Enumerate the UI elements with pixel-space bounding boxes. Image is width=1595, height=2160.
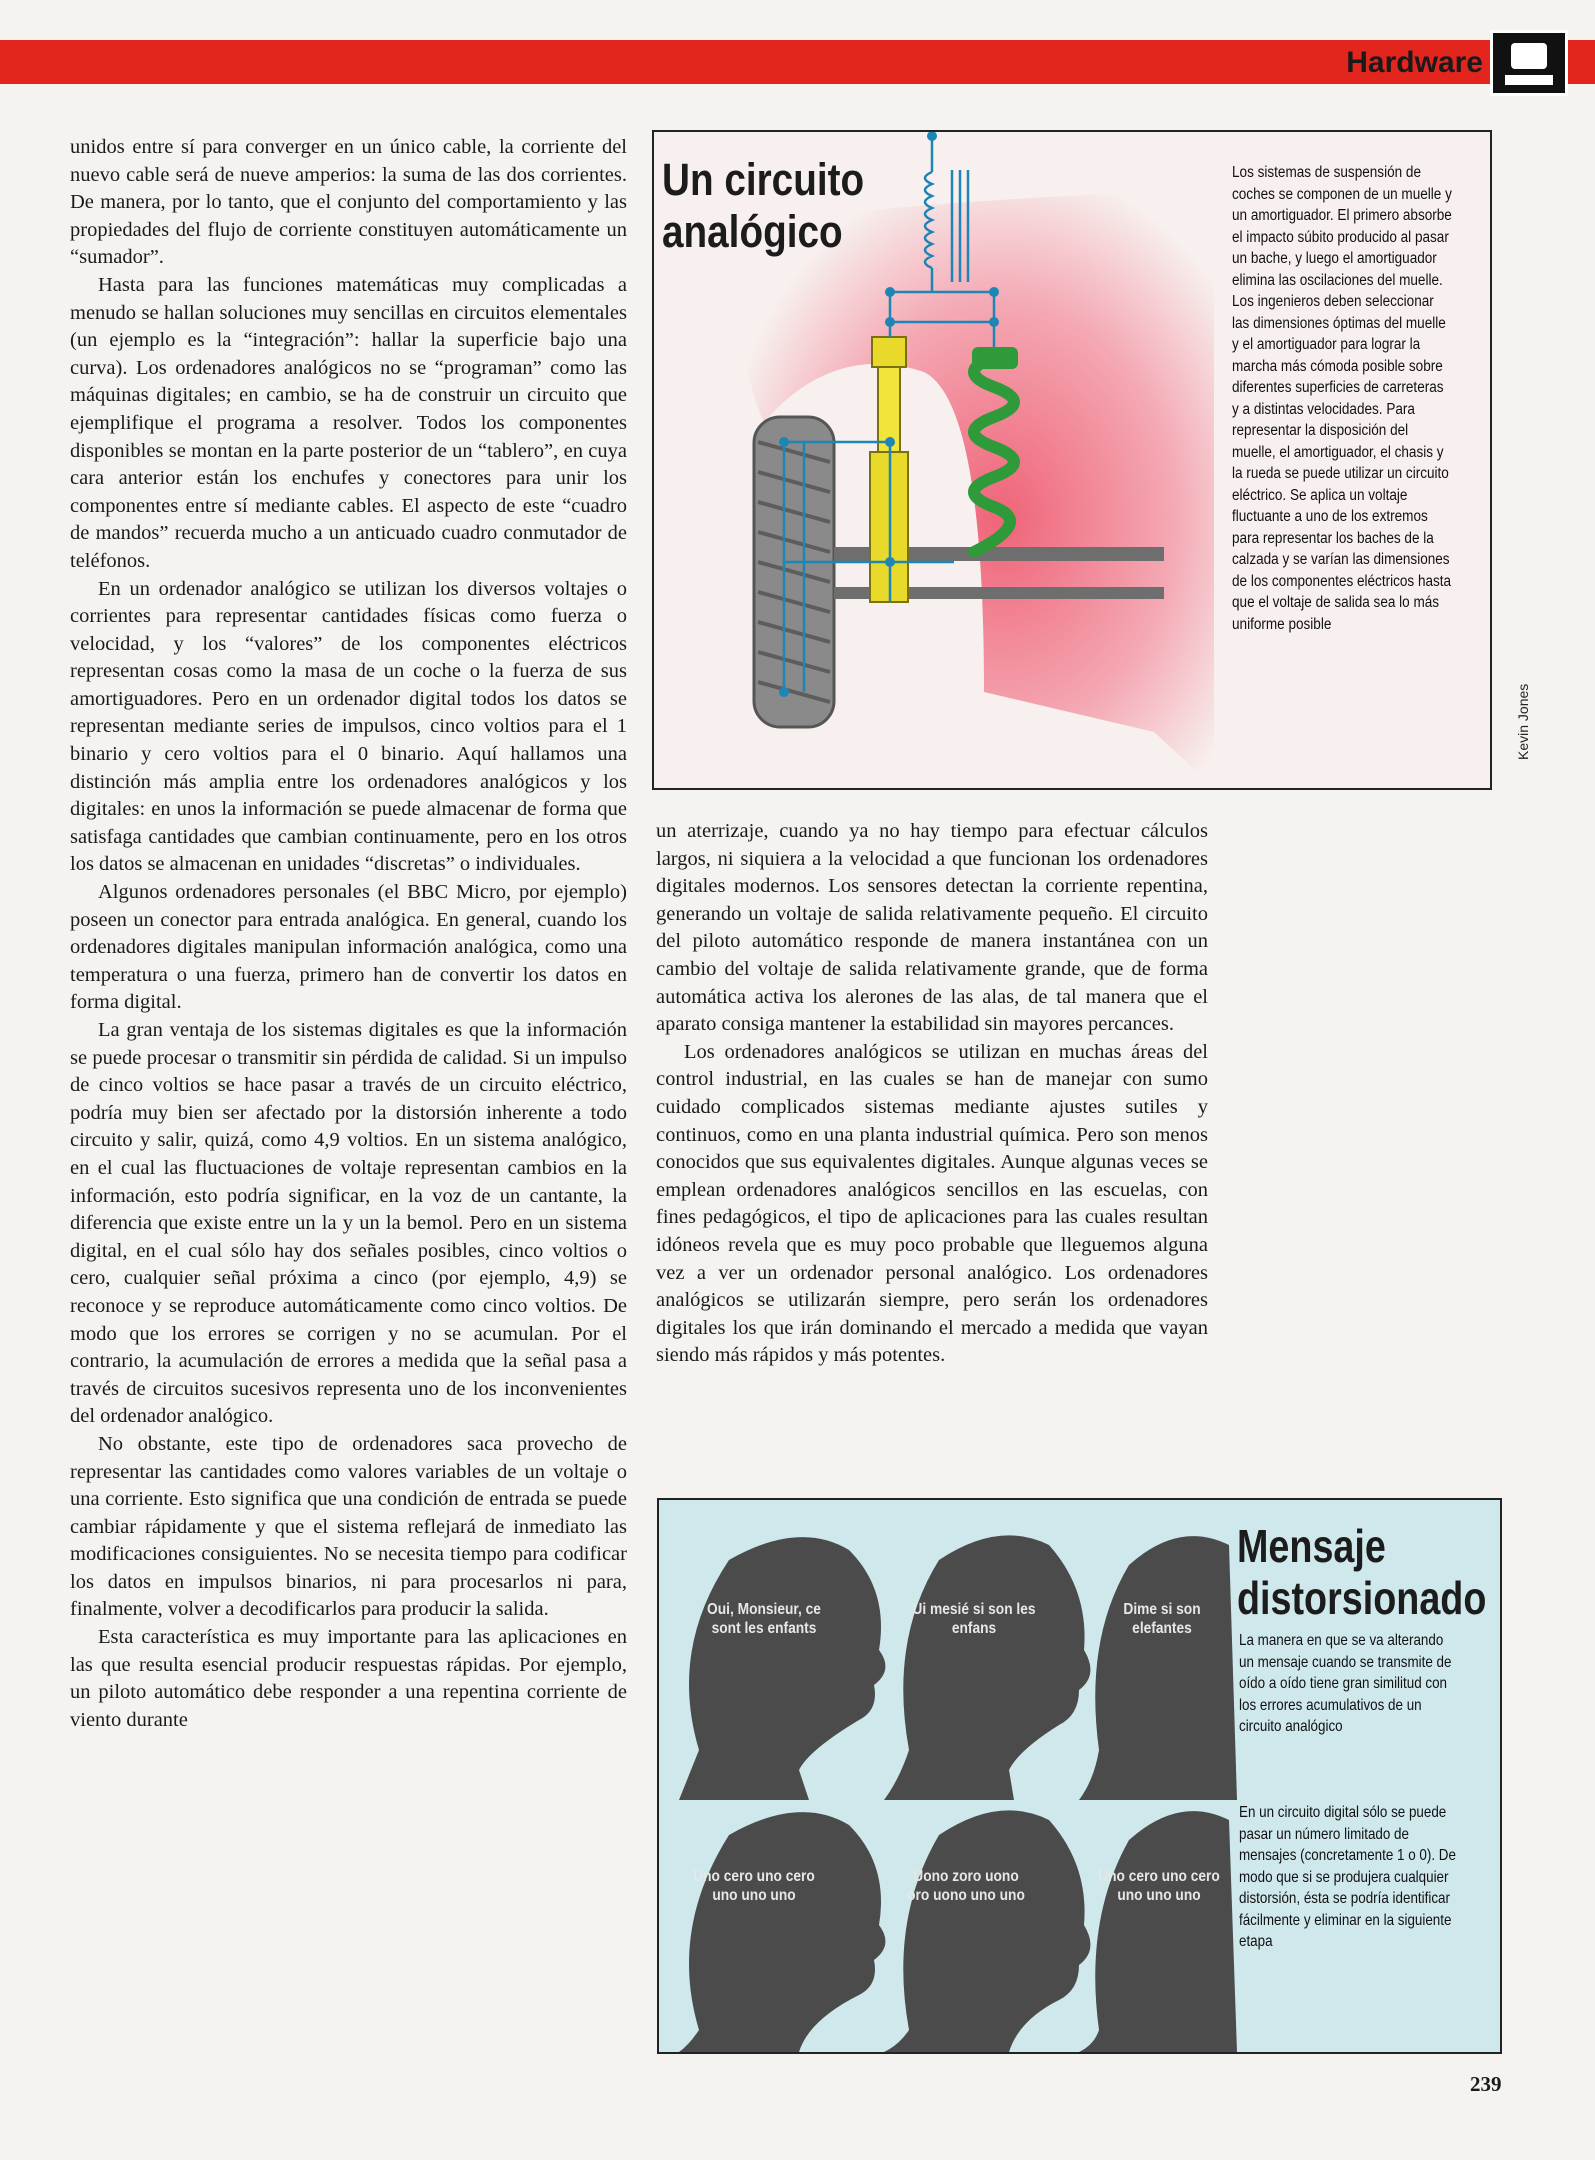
- figure-caption: En un circuito digital sólo se puede pasar un número limitado de mensajes (concretamente 1 o 0). De modo que si se produjera cualquier distorsión, ésta se podría identificar fácilmente y eliminar en la siguiente etapa: [1239, 1804, 1456, 1950]
- figure-caption: Los sistemas de suspensión de coches se componen de un muelle y un amortiguador. El primero absorbe el impacto súbito producido al pasar un bache, y luego el amortiguador elimina las oscilaciones del muelle. Los ingenieros deben seleccionar las dimensiones óptimas del muelle y el amortiguador para lograr la marcha más cómoda posible sobre diferentes superficies de carreteras y a distintas velocidades. Para representar la disposición del muelle, el amortiguador, el chasis y la rueda se puede utilizar un circuito eléctrico. Se aplica un voltaje fluctuante a uno de los extremos para representar los baches de la calzada y se varían las dimensiones de los componentes eléctricos hasta que el voltaje de salida sea lo más uniforme posible: [1232, 164, 1452, 633]
- figure-title-line: Mensaje: [1237, 1520, 1386, 1572]
- speech-bubble: Dime si son elefantes: [1123, 1601, 1201, 1637]
- figure-title-line: Un circuito: [662, 154, 865, 205]
- figure-title: [662, 154, 864, 258]
- paragraph: un aterrizaje, cuando ya no hay tiempo para efectuar cálculos largos, ni siquiera a la velocidad a que funcionan los ordenadores digitales modernos. Los sensores detectan la corriente repentina, generando un voltaje de salida relativamente pequeño. El circuito del piloto automático responde de manera instantánea con un cambio del voltaje de salida relativamente grande, que de forma automática activa los alerones de las alas, de tal manera que el aparato consiga mantener la estabilidad sin mayores percances.: [656, 820, 1208, 1036]
- right-column: [656, 818, 1208, 1370]
- paragraph: Algunos ordenadores personales (el BBC Micro, por ejemplo) poseen un conector para entrada analógica. En general, cuando los ordenadores digitales manipulan información analógica, como una temperatura o una fuerza, primero han de convertir los datos en forma digital.: [70, 881, 627, 1014]
- paragraph: unidos entre sí para converger en un único cable, la corriente del nuevo cable será de nueve amperios: la suma de las dos corrientes. De manera, por lo tanto, que el conjunto del comportamiento y las propiedades del flujo de corriente constituyen automáticamente un “sumador”.: [70, 136, 627, 269]
- speech-bubble: Uno cero uno cero uno uno uno: [693, 1868, 815, 1904]
- paragraph: En un ordenador analógico se utilizan los diversos voltajes o corrientes para representar cantidades físicas como fuerza o velocidad, y los “valores” de los componentes eléctricos representan cosas como la masa de un coche o la fuerza de sus amortiguadores. Pero en un ordenador digital todos los datos se representan mediante series de impulsos, cinco voltios para el 1 binario y cero voltios para el 0 binario. Aquí hallamos una distinción más amplia entre los ordenadores analógicos y los digitales: en unos la información se puede almacenar de forma que satisfaga cantidades que cambian continuamente, pero en los otros los datos se almacenan en unidades “discretas” o individuales.: [70, 577, 627, 876]
- figure-message: [657, 1498, 1502, 2054]
- speech-bubble: Uono zoro uono oro uono uno uno: [907, 1868, 1025, 1904]
- paragraph: Esta característica es muy importante para las aplicaciones en las que resulta esencial producir respuestas rápidas. Por ejemplo, un piloto automático debe responder a una repentina corriente de viento durante: [70, 1626, 627, 1731]
- illustration-credit: Kevin Jones: [1515, 683, 1531, 760]
- figure-title-line: distorsionado: [1237, 1572, 1487, 1624]
- paragraph: Hasta para las funciones matemáticas muy complicadas a menudo se hallan soluciones muy sencillas en circuitos elementales (un ejemplo es la “integración”: hallar la superficie bajo una curva). Los ordenadores analógicos no se “programan” como las máquinas digitales; en cambio, se ha de construir un circuito que ejemplifique el programa a resolver. Todos los componentes disponibles se montan en la parte posterior de un “tablero”, en cuya cara anterior están los enchufes y conectores para unir los componentes entre sí mediante cables. El aspecto de este “cuadro de mandos” recuerda mucho a un anticuado cuadro conmutador de teléfonos.: [70, 273, 627, 572]
- section-title: Hardware: [1346, 46, 1483, 79]
- computer-icon: [1490, 30, 1568, 96]
- figure-title-line: analógico: [662, 206, 843, 257]
- paragraph: La gran ventaja de los sistemas digitales es que la información se puede procesar o transmitir sin pérdida de calidad. Si un impulso de cinco voltios se hace pasar a través de un circuito eléctrico, podría muy bien ser afectado por la distorsión inherente a todo circuito y salir, quizá, como 4,9 voltios. En un sistema analógico, en el cual las fluctuaciones de voltaje representan cambios en la información, esto podría significar, en la voz de un cantante, la diferencia que existe entre un la y un la bemol. Pero en un sistema digital, en el cual sólo hay dos señales posibles, cinco voltios o cero, cualquier señal próxima a cinco (por ejemplo, 4,9) se reconoce y se reproduce automáticamente como cinco voltios. De modo que los errores se corrigen y no se acumulan. Por el contrario, la acumulación de errores a medida que la señal pasa a través de circuitos sucesivos representa uno de los inconvenientes del ordenador analógico.: [70, 1019, 627, 1428]
- figure-title: [1237, 1520, 1486, 1624]
- left-column: [70, 134, 627, 1734]
- page-number: 239: [1470, 2072, 1502, 2096]
- figure-suspension: [652, 130, 1492, 790]
- speech-bubble: Oui, Monsieur, ce sont les enfants: [707, 1601, 821, 1637]
- figure-caption: La manera en que se va alterando un mensaje cuando se transmite de oído a oído tiene gran similitud con los errores acumulativos de un circuito analógico: [1239, 1632, 1452, 1735]
- speech-bubble: Ui mesié si son les enfans: [912, 1601, 1036, 1637]
- speech-bubble: Uno cero uno cero uno uno uno: [1098, 1868, 1220, 1904]
- paragraph: No obstante, este tipo de ordenadores saca provecho de representar las cantidades como valores variables de un voltaje o una corriente. Esto significa que una condición de entrada se puede cambiar rápidamente y que el sistema reflejará de inmediato las modificaciones consiguientes. No se necesita tiempo para codificar los datos en impulsos binarios, ni para procesarlos ni para, finalmente, volver a decodificarlos para producir la salida.: [70, 1432, 627, 1621]
- paragraph: Los ordenadores analógicos se utilizan en muchas áreas del control industrial, en las cuales se han de manejar con sumo cuidado complicados sistemas mediante ajustes sutiles y continuos, como en una planta industrial química. Pero son menos conocidos que sus equivalentes digitales. Aunque algunas veces se emplean ordenadores analógicos sencillos en las escuelas, con fines pedagógicos, el tipo de aplicaciones para las cuales resultan idóneos revela que es muy poco probable que lleguemos alguna vez a ver un ordenador personal analógico. Los ordenadores analógicos se utilizarán siempre, pero serán los ordenadores digitales los que irán dominando el mercado a medida que vayan siendo más rápidos y más potentes.: [656, 1040, 1208, 1367]
